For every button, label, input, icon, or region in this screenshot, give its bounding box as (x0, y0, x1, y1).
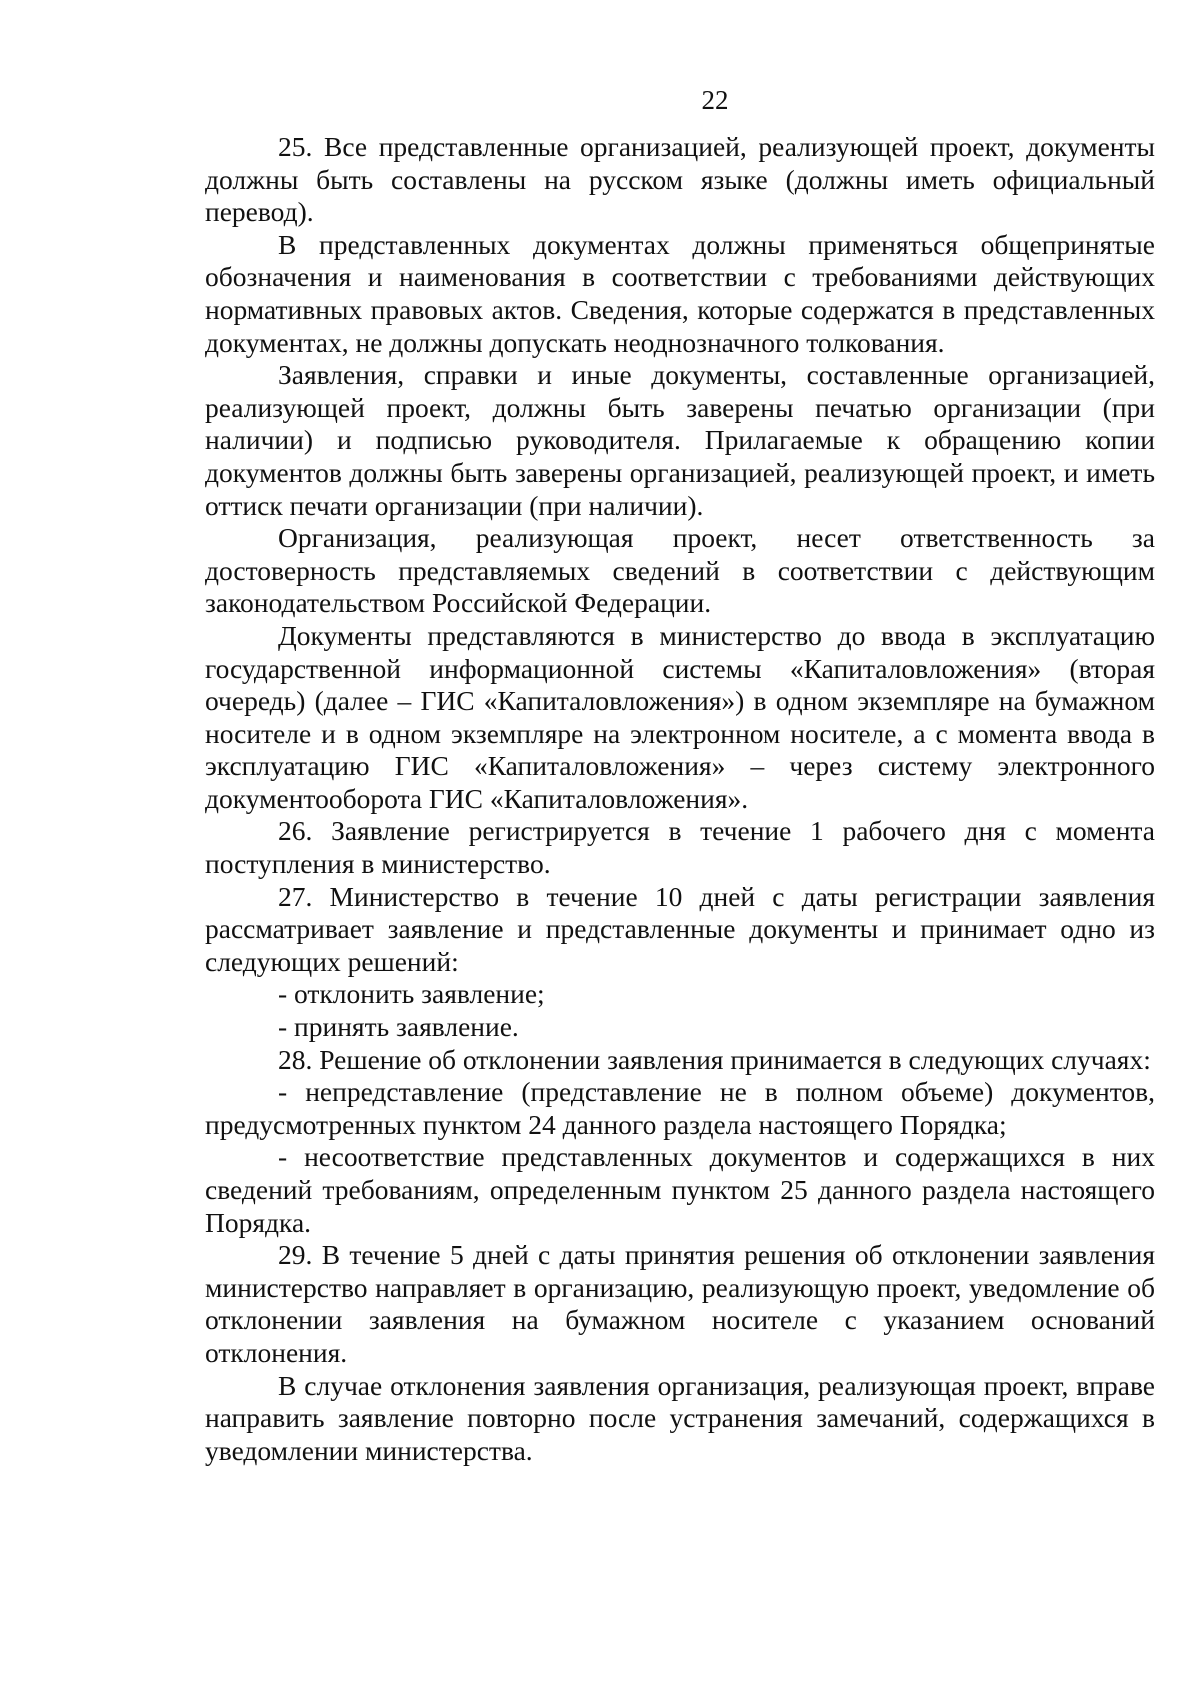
list-item-non-compliance: - несоответствие представленных документов и содержащихся в них сведений требованиям, определенным пунктом 25 данного раздела настоящего Порядка. (205, 1141, 1155, 1238)
paragraph-29: 29. В течение 5 дней с даты принятия решения об отклонении заявления министерство направляет в организацию, реализующую проект, уведомление об отклонении заявления на бумажном носителе с указанием оснований отклонения. (205, 1239, 1155, 1368)
paragraph-responsibility: Организация, реализующая проект, несет ответственность за достоверность представляемых сведений в соответствии с действующим законодательством Российской Федерации. (205, 522, 1155, 619)
list-item-reject: - отклонить заявление; (278, 978, 545, 1010)
paragraph-26: 26. Заявление регистрируется в течение 1 рабочего дня с момента поступления в министерство. (205, 815, 1155, 880)
paragraph-resubmission: В случае отклонения заявления организация, реализующая проект, вправе направить заявление повторно после устранения замечаний, содержащихся в уведомлении министерства. (205, 1369, 1155, 1466)
paragraph-25: 25. Все представленные организацией, реализующей проект, документы должны быть составлены на русском языке (должны иметь официальный перевод). (205, 131, 1155, 228)
list-item-accept: - принять заявление. (278, 1011, 519, 1043)
list-item-non-submission: - непредставление (представление не в полном объеме) документов, предусмотренных пунктом 24 данного раздела настоящего Порядка; (205, 1076, 1155, 1140)
paragraph-28: 28. Решение об отклонении заявления принимается в следующих случаях: (278, 1043, 1151, 1075)
paragraph-submission: Документы представляются в министерство до ввода в эксплуатацию государственной информационной системы «Капиталовложения» (вторая очередь) (далее – ГИС «Капиталовложения») в одном экземпляре на бумажном носителе и в одном экземпляре на электронном носителе, а с момента ввода в эксплуатацию ГИС «Капиталовложения» – через систему электронного документооборота ГИС «Капиталовложения». (205, 619, 1155, 814)
paragraph-27: 27. Министерство в течение 10 дней с даты регистрации заявления рассматривает заявление и представленные документы и принимает одно из следующих решений: (205, 880, 1155, 977)
paragraph-document-notation: В представленных документах должны применяться общепринятые обозначения и наименования в соответствии с требованиями действующих нормативных правовых актов. Сведения, которые содержатся в представленных документах, не должны допускать неоднозначного толкования. (205, 228, 1155, 358)
paragraph-certification: Заявления, справки и иные документы, составленные организацией, реализующей проект, должны быть заверены печатью организации (при наличии) и подписью руководителя. Прилагаемые к обращению копии документов должны быть заверены организацией, реализующей проект, и иметь оттиск печати организации (при наличии). (205, 359, 1155, 521)
page-number: 22 (701, 85, 729, 115)
document-body (205, 131, 1155, 1467)
